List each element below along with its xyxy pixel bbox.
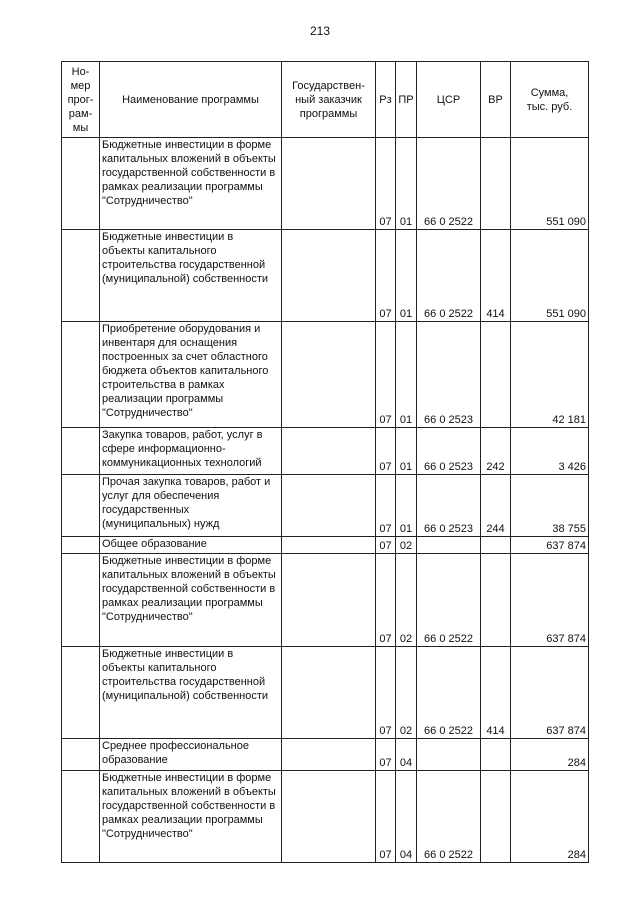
row-csr: 66 0 2522 bbox=[417, 230, 481, 322]
row-pr: 04 bbox=[396, 771, 417, 863]
row-name: Бюджетные инвестиции в форме капитальных вложений в объекты государственной собственности в рамках реализации программы "Сотрудничество" bbox=[100, 554, 282, 647]
row-rz: 07 bbox=[376, 554, 396, 647]
row-sum: 284 bbox=[511, 739, 589, 771]
row-pr: 02 bbox=[396, 647, 417, 739]
header-rz bbox=[376, 62, 396, 138]
row-sum: 637 874 bbox=[511, 647, 589, 739]
row-customer-cell bbox=[282, 647, 376, 739]
row-csr: 66 0 2522 bbox=[417, 771, 481, 863]
row-name: Бюджетные инвестиции в форме капитальных вложений в объекты государственной собственности в рамках реализации программы "Сотрудничество" bbox=[100, 771, 282, 863]
row-pr: 01 bbox=[396, 322, 417, 428]
row-csr: 66 0 2523 bbox=[417, 428, 481, 475]
header-sum-text: Сумма, тыс. руб. bbox=[526, 86, 573, 113]
row-number-cell bbox=[62, 138, 100, 230]
row-number-cell bbox=[62, 771, 100, 863]
row-number-cell bbox=[62, 230, 100, 322]
row-customer-cell bbox=[282, 428, 376, 475]
row-rz: 07 bbox=[376, 475, 396, 537]
row-number-cell bbox=[62, 322, 100, 428]
row-rz: 07 bbox=[376, 230, 396, 322]
header-name bbox=[100, 62, 282, 138]
row-number-cell bbox=[62, 475, 100, 537]
row-customer-cell bbox=[282, 475, 376, 537]
row-rz: 07 bbox=[376, 428, 396, 475]
row-csr: 66 0 2522 bbox=[417, 554, 481, 647]
row-number-cell bbox=[62, 647, 100, 739]
row-csr: 66 0 2523 bbox=[417, 322, 481, 428]
budget-table bbox=[61, 61, 589, 863]
row-name: Бюджетные инвестиции в форме капитальных вложений в объекты государственной собственности в рамках реализации программы "Сотрудничество" bbox=[100, 138, 282, 230]
header-rz-text: Рз bbox=[379, 93, 392, 106]
table-row bbox=[62, 771, 589, 863]
header-pr-text: ПР bbox=[398, 93, 414, 106]
row-pr: 02 bbox=[396, 537, 417, 554]
page-number: 213 bbox=[309, 24, 331, 38]
table-row bbox=[62, 475, 589, 537]
row-name: Прочая закупка товаров, работ и услуг для обеспечения государственных (муниципальных) нужд bbox=[100, 475, 282, 537]
row-customer-cell bbox=[282, 230, 376, 322]
row-vr bbox=[481, 554, 511, 647]
row-number-cell bbox=[62, 537, 100, 554]
row-pr: 01 bbox=[396, 475, 417, 537]
header-number-text: Но- мер прог- рам- мы bbox=[67, 65, 94, 134]
row-vr: 244 bbox=[481, 475, 511, 537]
row-customer-cell bbox=[282, 322, 376, 428]
row-csr: 66 0 2522 bbox=[417, 647, 481, 739]
row-vr bbox=[481, 537, 511, 554]
row-vr bbox=[481, 138, 511, 230]
header-sum bbox=[511, 62, 589, 138]
row-sum: 38 755 bbox=[511, 475, 589, 537]
row-vr bbox=[481, 322, 511, 428]
row-csr: 66 0 2522 bbox=[417, 138, 481, 230]
row-pr: 02 bbox=[396, 554, 417, 647]
header-csr-text: ЦСР bbox=[436, 93, 461, 106]
row-rz: 07 bbox=[376, 771, 396, 863]
header-customer bbox=[282, 62, 376, 138]
table-row bbox=[62, 138, 589, 230]
row-rz: 07 bbox=[376, 739, 396, 771]
table-row bbox=[62, 428, 589, 475]
row-csr bbox=[417, 537, 481, 554]
row-sum: 284 bbox=[511, 771, 589, 863]
row-number-cell bbox=[62, 554, 100, 647]
header-csr bbox=[417, 62, 481, 138]
row-customer-cell bbox=[282, 554, 376, 647]
row-customer-cell bbox=[282, 537, 376, 554]
row-customer-cell bbox=[282, 138, 376, 230]
row-pr: 01 bbox=[396, 138, 417, 230]
row-pr: 01 bbox=[396, 428, 417, 475]
row-sum: 551 090 bbox=[511, 138, 589, 230]
row-csr bbox=[417, 739, 481, 771]
row-sum: 42 181 bbox=[511, 322, 589, 428]
row-customer-cell bbox=[282, 739, 376, 771]
table-row bbox=[62, 322, 589, 428]
row-sum: 637 874 bbox=[511, 537, 589, 554]
table-row bbox=[62, 554, 589, 647]
row-name: Бюджетные инвестиции в объекты капитального строительства государственной (муниципальной) собственности bbox=[100, 647, 282, 739]
header-number bbox=[62, 62, 100, 138]
header-customer-text: Государствен- ный заказчик программы bbox=[292, 79, 365, 120]
row-customer-cell bbox=[282, 771, 376, 863]
table-header-row bbox=[62, 62, 589, 138]
row-pr: 04 bbox=[396, 739, 417, 771]
header-vr bbox=[481, 62, 511, 138]
row-sum: 551 090 bbox=[511, 230, 589, 322]
header-vr-text: ВР bbox=[488, 93, 503, 106]
row-rz: 07 bbox=[376, 322, 396, 428]
row-number-cell bbox=[62, 428, 100, 475]
row-sum: 637 874 bbox=[511, 554, 589, 647]
header-name-text: Наименование программы bbox=[122, 93, 259, 106]
row-vr: 242 bbox=[481, 428, 511, 475]
row-vr bbox=[481, 739, 511, 771]
table-row bbox=[62, 537, 589, 554]
table-row bbox=[62, 230, 589, 322]
table-row bbox=[62, 739, 589, 771]
row-rz: 07 bbox=[376, 647, 396, 739]
row-rz: 07 bbox=[376, 537, 396, 554]
row-csr: 66 0 2523 bbox=[417, 475, 481, 537]
row-name: Среднее профессиональное образование bbox=[100, 739, 282, 771]
row-name: Общее образование bbox=[100, 537, 282, 554]
row-name: Закупка товаров, работ, услуг в сфере информационно-коммуникационных технологий bbox=[100, 428, 282, 475]
row-vr: 414 bbox=[481, 230, 511, 322]
row-number-cell bbox=[62, 739, 100, 771]
header-pr bbox=[396, 62, 417, 138]
row-name: Приобретение оборудования и инвентаря для оснащения построенных за счет областного бюджета объектов капитального строительства в рамках реализации программы "Сотрудничество" bbox=[100, 322, 282, 428]
row-rz: 07 bbox=[376, 138, 396, 230]
row-vr: 414 bbox=[481, 647, 511, 739]
row-pr: 01 bbox=[396, 230, 417, 322]
row-name: Бюджетные инвестиции в объекты капитального строительства государственной (муниципальной) собственности bbox=[100, 230, 282, 322]
table-row bbox=[62, 647, 589, 739]
row-vr bbox=[481, 771, 511, 863]
row-sum: 3 426 bbox=[511, 428, 589, 475]
